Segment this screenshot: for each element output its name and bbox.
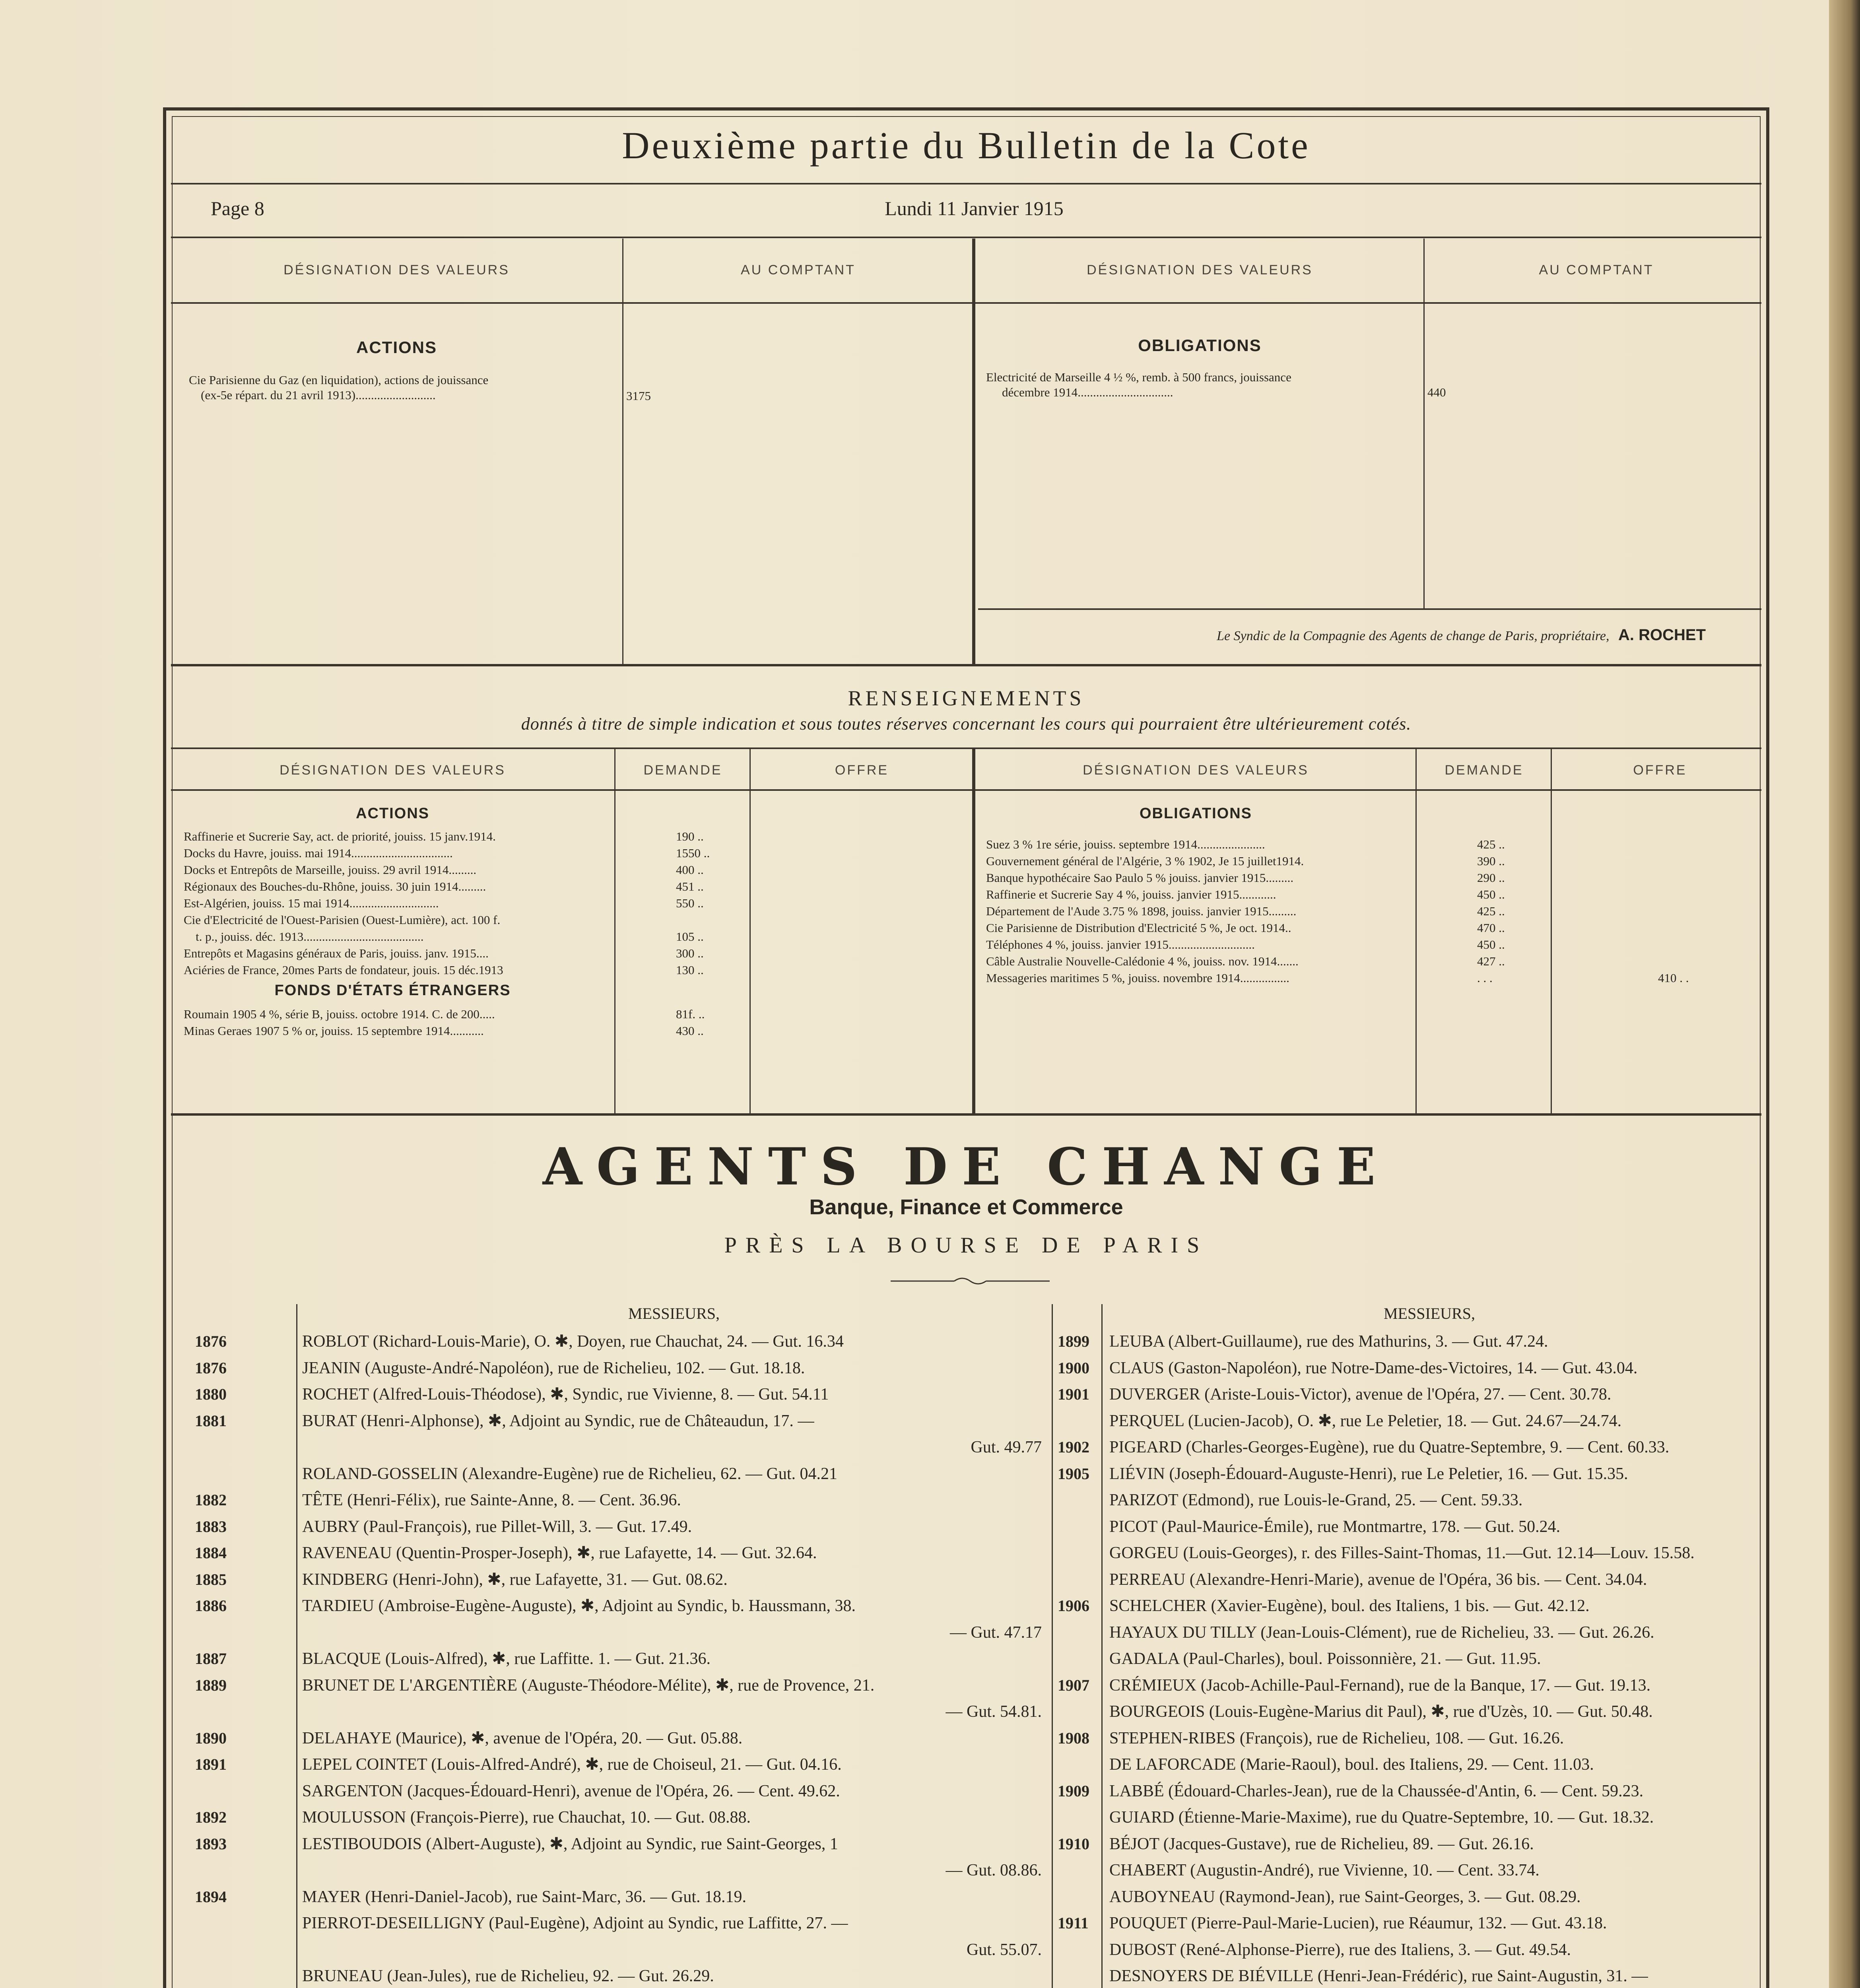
agent-entry: TÊTE (Henri-Félix), rue Sainte-Anne, 8. — Cent. 36.96.: [302, 1491, 681, 1509]
agent-year: 1887: [195, 1650, 227, 1668]
agent-entry: DE LAFORCADE (Marie-Raoul), boul. des Italiens, 29. — Cent. 11.03.: [1109, 1755, 1594, 1774]
agent-entry: BURAT (Henri-Alphonse), ✱, Adjoint au Syndic, rue de Châteaudun, 17. —: [302, 1411, 815, 1430]
demande-value: 470 ..: [1477, 921, 1505, 935]
agent-year: 1902: [1058, 1438, 1089, 1456]
bulletin-title: Deuxième partie du Bulletin de la Cote: [622, 124, 1311, 167]
agent-year: 1893: [195, 1835, 227, 1853]
renseignements-left-list: [184, 828, 611, 978]
offre-value: 410 . .: [1658, 971, 1689, 985]
agent-entry: BÉJOT (Jacques-Gustave), rue de Richelieu, 89. — Gut. 26.16.: [1109, 1835, 1534, 1853]
agent-entry: Gut. 55.07.: [967, 1940, 1042, 1959]
list-item: Régionaux des Bouches-du-Rhône, jouiss. 30 juin 1914.........: [184, 879, 486, 893]
agent-year: 1884: [195, 1544, 227, 1562]
renseignements-right-demande: [1477, 836, 1505, 986]
value-row: (ex-5e répart. du 21 avril 1913)..........................: [201, 388, 436, 402]
agent-year: 1892: [195, 1808, 227, 1826]
ornament-icon: [891, 1275, 1050, 1287]
section-obligations: OBLIGATIONS: [1138, 336, 1262, 355]
demande-value: 430 ..: [676, 1024, 704, 1038]
agent-year: 1901: [1058, 1385, 1089, 1403]
agent-year: 1911: [1058, 1914, 1089, 1932]
value-row: Electricité de Marseille 4 ½ %, remb. à 500 francs, jouissance: [986, 370, 1291, 384]
rule: [171, 237, 1761, 238]
value-row: décembre 1914...............................: [1002, 385, 1173, 399]
col-header-designation: DÉSIGNATION DES VALEURS: [1087, 262, 1313, 278]
agent-year: 1894: [195, 1887, 227, 1906]
agent-entry: DUVERGER (Ariste-Louis-Victor), avenue de l'Opéra, 27. — Cent. 30.78.: [1109, 1385, 1611, 1404]
agent-year: 1906: [1058, 1597, 1089, 1615]
renseignements-subtitle: donnés à titre de simple indication et sous toutes réserves concernant les cours qui pourraient être ultérieurement cotés.: [521, 714, 1412, 734]
agent-entry: PIGEARD (Charles-Georges-Eugène), rue du Quatre-Septembre, 9. — Cent. 60.33.: [1109, 1438, 1670, 1456]
agent-entry: BRUNET DE L'ARGENTIÈRE (Auguste-Théodore-Mélite), ✱, rue de Provence, 21.: [302, 1676, 875, 1695]
agent-entry: LEUBA (Albert-Guillaume), rue des Mathurins, 3. — Gut. 47.24.: [1109, 1332, 1548, 1351]
agent-entry: KINDBERG (Henri-John), ✱, rue Lafayette, 31. — Gut. 08.62.: [302, 1570, 728, 1589]
agent-entry: LESTIBOUDOIS (Albert-Auguste), ✱, Adjoint au Syndic, rue Saint-Georges, 1: [302, 1835, 838, 1853]
value-price: 440: [1427, 385, 1446, 399]
rule: [171, 789, 1761, 791]
demande-value: 190 ..: [676, 829, 704, 843]
agent-entry: PIERROT-DESEILLIGNY (Paul-Eugène), Adjoint au Syndic, rue Laffitte, 27. —: [302, 1914, 848, 1932]
agent-entry: AUBRY (Paul-François), rue Pillet-Will, 3. — Gut. 17.49.: [302, 1517, 692, 1536]
list-item: Raffinerie et Sucrerie Say, act. de priorité, jouiss. 15 janv.1914.: [184, 829, 496, 843]
demande-value: 130 ..: [676, 963, 704, 977]
renseignements-left-demande-2: [676, 1006, 705, 1039]
agent-year: 1899: [1058, 1332, 1089, 1350]
section-actions: ACTIONS: [356, 805, 429, 822]
col-header-designation: DÉSIGNATION DES VALEURS: [283, 262, 510, 278]
col-header-offre: OFFRE: [835, 763, 889, 778]
col-header-comptant: AU COMPTANT: [1539, 262, 1654, 278]
syndic-line: [978, 626, 1706, 644]
year-column-line: [296, 1304, 297, 1988]
rule: [171, 302, 1761, 304]
section-obligations: OBLIGATIONS: [1139, 805, 1252, 822]
agent-entry: CLAUS (Gaston-Napoléon), rue Notre-Dame-des-Victoires, 14. — Gut. 43.04.: [1109, 1359, 1638, 1377]
agent-year: 1880: [195, 1385, 227, 1403]
agent-year: 1889: [195, 1676, 227, 1694]
syndic-name: A. ROCHET: [1618, 626, 1706, 644]
column-divider: [1052, 1304, 1053, 1988]
ornament: [891, 1272, 1050, 1291]
column-divider: [1551, 747, 1552, 1113]
issue-date: Lundi 11 Janvier 1915: [885, 197, 1064, 219]
value-row: Cie Parisienne du Gaz (en liquidation), actions de jouissance: [189, 373, 489, 387]
agent-entry: POUQUET (Pierre-Paul-Marie-Lucien), rue Réaumur, 132. — Gut. 43.18.: [1109, 1914, 1607, 1932]
agent-entry: CRÉMIEUX (Jacob-Achille-Paul-Fernand), rue de la Banque, 17. — Gut. 19.13.: [1109, 1676, 1651, 1695]
page-number: Page 8: [211, 197, 264, 219]
agent-entry: PARIZOT (Edmond), rue Louis-le-Grand, 25. — Cent. 59.33.: [1109, 1491, 1523, 1509]
renseignements-right-list: [986, 836, 1412, 986]
agent-entry: LIÉVIN (Joseph-Édouard-Auguste-Henri), rue Le Peletier, 16. — Gut. 15.35.: [1109, 1464, 1628, 1483]
agent-year: 1891: [195, 1755, 227, 1773]
agent-entry: ROCHET (Alfred-Louis-Théodose), ✱, Syndic, rue Vivienne, 8. — Gut. 54.11: [302, 1385, 829, 1404]
agent-year: 1890: [195, 1729, 227, 1747]
agents-subtitle-2: PRÈS LA BOURSE DE PARIS: [724, 1233, 1208, 1258]
col-header-designation: DÉSIGNATION DES VALEURS: [1083, 763, 1309, 778]
list-item: Messageries maritimes 5 %, jouiss. novembre 1914................: [986, 971, 1289, 985]
list-item: Raffinerie et Sucrerie Say 4 %, jouiss. janvier 1915............: [986, 887, 1276, 901]
agent-year: 1900: [1058, 1359, 1089, 1377]
list-item: Docks et Entrepôts de Marseille, jouiss. 29 avril 1914.........: [184, 863, 477, 877]
messieurs-label: MESSIEURS,: [1383, 1305, 1476, 1322]
col-header-demande: DEMANDE: [643, 763, 722, 778]
list-item: Gouvernement général de l'Algérie, 3 % 1902, Je 15 juillet1914.: [986, 854, 1304, 868]
agent-entry: LEPEL COINTET (Louis-Alfred-André), ✱, rue de Choiseul, 21. — Gut. 04.16.: [302, 1755, 842, 1774]
syndic-text: Le Syndic de la Compagnie des Agents de change de Paris, propriétaire,: [1217, 629, 1610, 643]
col-header-offre: OFFRE: [1633, 763, 1687, 778]
agent-entry: RAVENEAU (Quentin-Prosper-Joseph), ✱, rue Lafayette, 14. — Gut. 32.64.: [302, 1544, 817, 1562]
demande-value: 425 ..: [1477, 837, 1505, 851]
agent-year: 1910: [1058, 1835, 1089, 1853]
agent-entry: SCHELCHER (Xavier-Eugène), boul. des Italiens, 1 bis. — Gut. 42.12.: [1109, 1597, 1590, 1615]
agent-year: 1883: [195, 1517, 227, 1536]
rule: [171, 183, 1761, 184]
agent-year: 1876: [195, 1332, 227, 1350]
demande-value: 427 ..: [1477, 954, 1505, 968]
column-divider: [972, 747, 975, 1113]
agent-entry: DUBOST (René-Alphonse-Pierre), rue des Italiens, 3. — Gut. 49.54.: [1109, 1940, 1571, 1959]
agent-entry: PERREAU (Alexandre-Henri-Marie), avenue de l'Opéra, 36 bis. — Cent. 34.04.: [1109, 1570, 1647, 1589]
rule: [978, 608, 1761, 610]
demande-value: 105 ..: [676, 930, 704, 944]
demande-value: 400 ..: [676, 863, 704, 877]
list-item: Roumain 1905 4 %, série B, jouiss. octobre 1914. C. de 200.....: [184, 1007, 495, 1021]
agent-entry: — Gut. 47.17: [950, 1623, 1042, 1642]
agent-year: 1876: [195, 1359, 227, 1377]
list-item: Minas Geraes 1907 5 % or, jouiss. 15 septembre 1914...........: [184, 1024, 484, 1038]
renseignements-left-demande: [676, 828, 710, 978]
agent-year: 1908: [1058, 1729, 1089, 1747]
agent-entry: STEPHEN-RIBES (François), rue de Richelieu, 108. — Gut. 16.26.: [1109, 1729, 1564, 1747]
agent-entry: CHABERT (Augustin-André), rue Vivienne, 10. — Cent. 33.74.: [1109, 1861, 1540, 1879]
section-actions: ACTIONS: [356, 338, 437, 357]
list-item: Département de l'Aude 3.75 % 1898, jouiss. janvier 1915.........: [986, 904, 1297, 918]
agent-year: 1905: [1058, 1464, 1089, 1483]
demande-value: 290 ..: [1477, 871, 1505, 885]
list-item: Suez 3 % 1re série, jouiss. septembre 1914......................: [986, 837, 1265, 851]
agent-entry: BLACQUE (Louis-Alfred), ✱, rue Laffitte. 1. — Gut. 21.36.: [302, 1650, 711, 1668]
rule: [171, 1113, 1761, 1116]
agent-entry: GORGEU (Louis-Georges), r. des Filles-Saint-Thomas, 11.—Gut. 12.14—Louv. 15.58.: [1109, 1544, 1695, 1562]
demande-value: 300 ..: [676, 946, 704, 960]
section-fonds-etrangers: FONDS D'ÉTATS ÉTRANGERS: [274, 982, 511, 999]
column-divider: [614, 747, 615, 1113]
agent-entry: PERQUEL (Lucien-Jacob), O. ✱, rue Le Peletier, 18. — Gut. 24.67—24.74.: [1109, 1411, 1622, 1430]
agent-entry: ROBLOT (Richard-Louis-Marie), O. ✱, Doyen, rue Chauchat, 24. — Gut. 16.34: [302, 1332, 844, 1351]
rule: [171, 747, 1761, 749]
list-item: Cie Parisienne de Distribution d'Electricité 5 %, Je oct. 1914..: [986, 921, 1291, 935]
renseignements-title: RENSEIGNEMENTS: [848, 686, 1085, 710]
list-item: Est-Algérien, jouiss. 15 mai 1914.............................: [184, 896, 439, 910]
list-item: Câble Australie Nouvelle-Calédonie 4 %, jouiss. nov. 1914.......: [986, 954, 1299, 968]
agent-year: 1886: [195, 1597, 227, 1615]
list-item: Banque hypothécaire Sao Paulo 5 % jouiss. janvier 1915.........: [986, 871, 1294, 885]
messieurs-label: MESSIEURS,: [628, 1305, 720, 1322]
col-header-comptant: AU COMPTANT: [741, 262, 856, 278]
agent-entry: JEANIN (Auguste-André-Napoléon), rue de Richelieu, 102. — Gut. 18.18.: [302, 1359, 805, 1377]
agent-entry: SARGENTON (Jacques-Édouard-Henri), avenue de l'Opéra, 26. — Cent. 49.62.: [302, 1782, 840, 1800]
offre-value-wrap: [1658, 970, 1689, 986]
year-column-line: [1101, 1304, 1103, 1988]
list-item: Cie d'Electricité de l'Ouest-Parisien (Ouest-Lumière), act. 100 f.: [184, 913, 501, 927]
agents-title: AGENTS DE CHANGE: [542, 1137, 1390, 1197]
agent-entry: GADALA (Paul-Charles), boul. Poissonnière, 21. — Gut. 11.95.: [1109, 1650, 1541, 1668]
agent-entry: — Gut. 08.86.: [946, 1861, 1042, 1879]
agent-year: 1881: [195, 1411, 227, 1430]
agent-entry: PICOT (Paul-Maurice-Émile), rue Montmartre, 178. — Gut. 50.24.: [1109, 1517, 1561, 1536]
agent-entry: ROLAND-GOSSELIN (Alexandre-Eugène) rue de Richelieu, 62. — Gut. 04.21: [302, 1464, 838, 1483]
agent-entry: GUIARD (Étienne-Marie-Maxime), rue du Quatre-Septembre, 10. — Gut. 18.32.: [1109, 1808, 1654, 1827]
column-divider: [1423, 239, 1425, 608]
agent-entry: DELAHAYE (Maurice), ✱, avenue de l'Opéra, 20. — Gut. 05.88.: [302, 1729, 743, 1747]
column-divider: [749, 747, 751, 1113]
agent-entry: BRUNEAU (Jean-Jules), rue de Richelieu, 92. — Gut. 26.29.: [302, 1967, 714, 1985]
agent-entry: LABBÉ (Édouard-Charles-Jean), rue de la Chaussée-d'Antin, 6. — Cent. 59.23.: [1109, 1782, 1644, 1800]
agent-entry: MAYER (Henri-Daniel-Jacob), rue Saint-Marc, 36. — Gut. 18.19.: [302, 1887, 747, 1906]
demande-value: 451 ..: [676, 879, 704, 893]
agent-year: 1909: [1058, 1782, 1089, 1800]
agent-entry: BOURGEOIS (Louis-Eugène-Marius dit Paul), ✱, rue d'Uzès, 10. — Gut. 50.48.: [1109, 1703, 1653, 1721]
agent-entry: MOULUSSON (François-Pierre), rue Chauchat, 10. — Gut. 08.88.: [302, 1808, 751, 1827]
renseignements-left-list-2: [184, 1006, 611, 1039]
demande-value: 450 ..: [1477, 938, 1505, 951]
list-item: t. p., jouiss. déc. 1913.......................................: [196, 930, 424, 944]
demande-value: 550 ..: [676, 896, 704, 910]
demande-value: 425 ..: [1477, 904, 1505, 918]
rule: [171, 664, 1761, 666]
agent-entry: Gut. 49.77: [971, 1438, 1042, 1456]
value-price: 3175: [626, 389, 651, 403]
col-header-demande: DEMANDE: [1445, 763, 1524, 778]
col-header-designation: DÉSIGNATION DES VALEURS: [280, 763, 506, 778]
demande-value: 450 ..: [1477, 887, 1505, 901]
agents-subtitle: Banque, Finance et Commerce: [809, 1195, 1123, 1219]
agent-entry: — Gut. 54.81.: [946, 1703, 1042, 1721]
agent-year: 1907: [1058, 1676, 1089, 1694]
agent-year: 1882: [195, 1491, 227, 1509]
agent-entry: TARDIEU (Ambroise-Eugène-Auguste), ✱, Adjoint au Syndic, b. Haussmann, 38.: [302, 1597, 856, 1615]
demande-value: . . .: [1477, 971, 1493, 985]
column-divider: [1415, 747, 1417, 1113]
demande-value: 81f. ..: [676, 1007, 705, 1021]
agent-entry: AUBOYNEAU (Raymond-Jean), rue Saint-Georges, 3. — Gut. 08.29.: [1109, 1887, 1581, 1906]
agent-year: 1885: [195, 1570, 227, 1588]
demande-value: 1550 ..: [676, 846, 710, 860]
demande-value: [676, 912, 710, 928]
agent-entry: DESNOYERS DE BIÉVILLE (Henri-Jean-Frédéric), rue Saint-Augustin, 31. —: [1109, 1967, 1648, 1985]
agent-entry: HAYAUX DU TILLY (Jean-Louis-Clément), rue de Richelieu, 33. — Gut. 26.26.: [1109, 1623, 1654, 1642]
demande-value: 390 ..: [1477, 854, 1505, 868]
list-item: Docks du Havre, jouiss. mai 1914.................................: [184, 846, 453, 860]
list-item: Entrepôts et Magasins généraux de Paris, jouiss. janv. 1915....: [184, 946, 489, 960]
list-item: Aciéries de France, 20mes Parts de fondateur, jouis. 15 déc.1913: [184, 963, 503, 977]
page-edge: [1829, 0, 1860, 1988]
list-item: Téléphones 4 %, jouiss. janvier 1915............................: [986, 938, 1255, 951]
